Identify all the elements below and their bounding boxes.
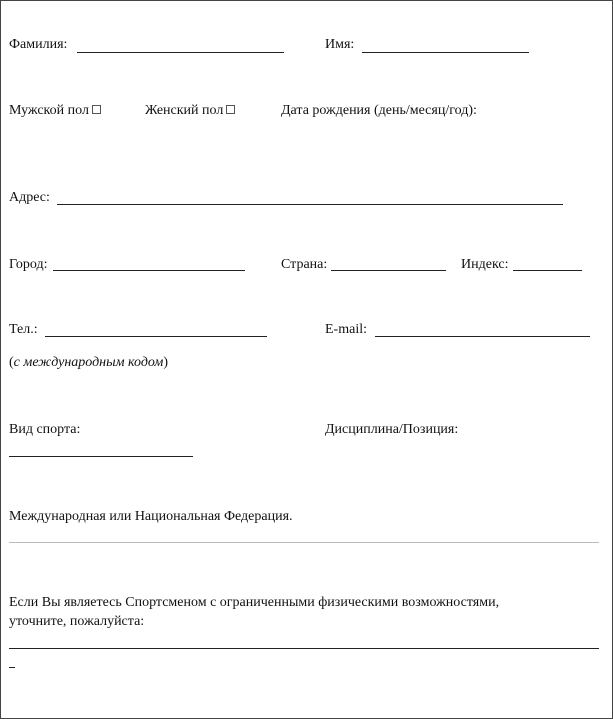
- federation-label: Международная или Национальная Федерация.: [9, 509, 293, 524]
- female-checkbox[interactable]: [226, 105, 235, 114]
- email-label: E-mail:: [325, 322, 367, 337]
- phone-note-text: с международным кодом: [13, 355, 164, 370]
- male-checkbox[interactable]: [92, 105, 101, 114]
- male-label: Мужской пол: [9, 103, 89, 118]
- sport-label: Вид спорта:: [9, 422, 81, 437]
- surname-field[interactable]: [77, 52, 284, 53]
- address-label: Адрес:: [9, 190, 50, 205]
- disability-question-line2: уточните, пожалуйста:: [9, 614, 145, 629]
- name-field[interactable]: [362, 52, 529, 53]
- phone-label: Тел.:: [9, 322, 38, 337]
- male-option: [9, 103, 101, 119]
- name-label: Имя:: [325, 37, 355, 52]
- disability-question-line1: Если Вы являетесь Спортсменом с ограниченными физическими возможностями,: [9, 595, 500, 610]
- phone-field[interactable]: [45, 336, 267, 337]
- disability-field-continuation: [9, 667, 15, 668]
- discipline-label: Дисциплина/Позиция:: [325, 422, 459, 437]
- sport-field[interactable]: [9, 456, 193, 457]
- country-field[interactable]: [331, 270, 446, 271]
- dob-label: Дата рождения (день/месяц/год):: [281, 103, 477, 118]
- address-field[interactable]: [57, 204, 563, 205]
- female-option: [145, 103, 235, 119]
- email-field[interactable]: [375, 336, 590, 337]
- phone-note: (с международным кодом): [9, 355, 169, 370]
- city-field[interactable]: [53, 270, 245, 271]
- zip-field[interactable]: [513, 270, 582, 271]
- disability-field[interactable]: [9, 648, 599, 649]
- country-label: Страна:: [281, 257, 328, 272]
- federation-field[interactable]: [9, 542, 599, 543]
- city-label: Город:: [9, 257, 48, 272]
- female-label: Женский пол: [145, 103, 224, 118]
- zip-label: Индекс:: [461, 257, 509, 272]
- surname-label: Фамилия:: [9, 37, 68, 52]
